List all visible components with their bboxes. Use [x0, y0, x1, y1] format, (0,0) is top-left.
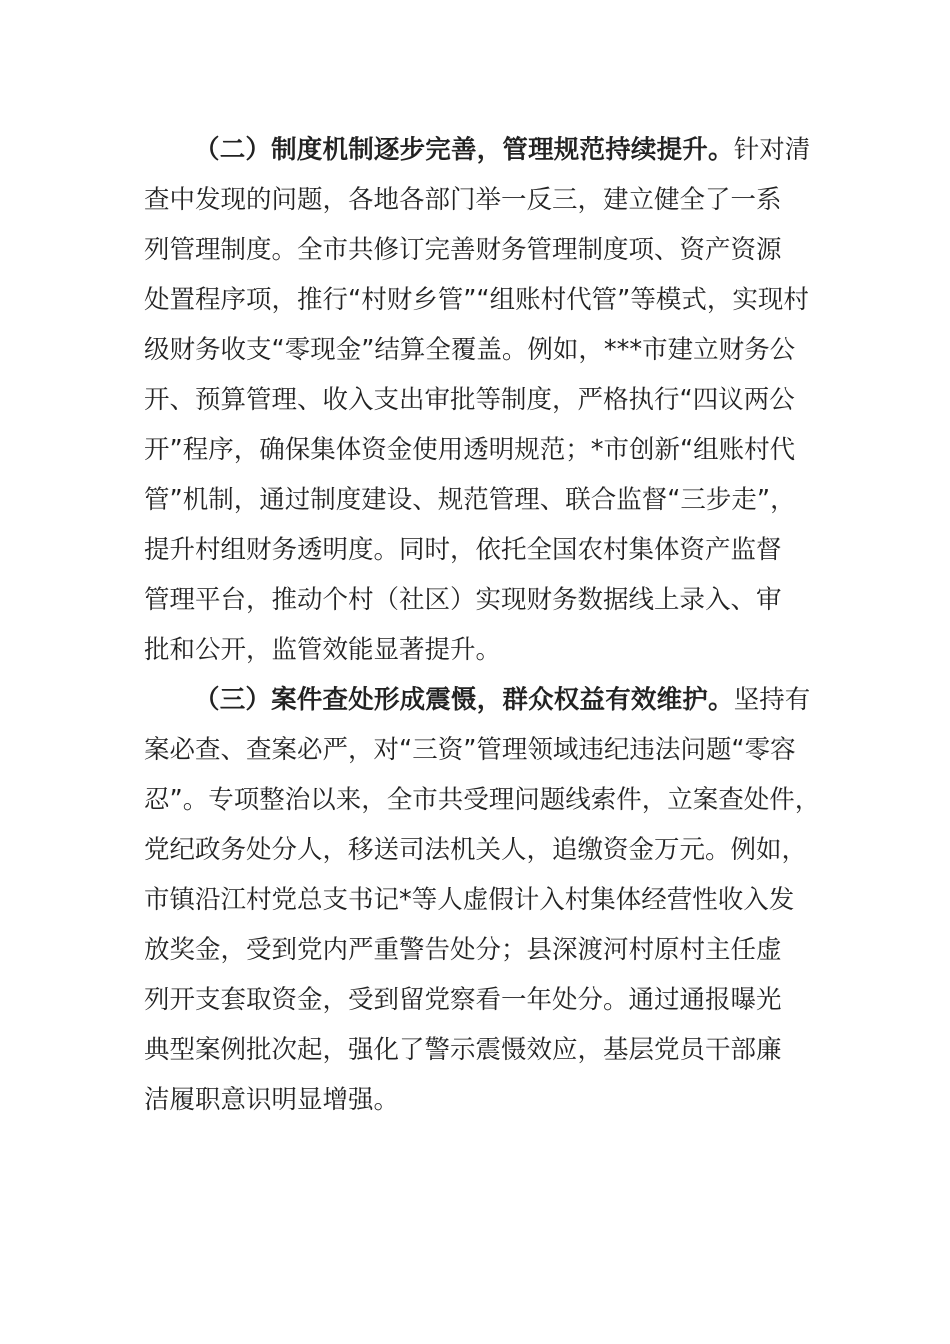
section-2-line-1: 查中发现的问题，各地各部门举一反三，建立健全了一系	[144, 185, 782, 215]
section-3-line-6: 列开支套取资金，受到留党察看一年处分。通过通报曝光	[144, 985, 782, 1015]
section-3-line-1: 案必查、查案必严，对“三资”管理领域违纪违法问题“零容	[144, 735, 796, 765]
section-3-line-0: 坚持有	[733, 685, 811, 715]
section-2-line-8: 提升村组财务透明度。同时，依托全国农村集体资产监督	[144, 535, 782, 565]
section-2-line-10: 批和公开，监管效能显著提升。	[144, 635, 502, 665]
section-3-line-2: 忍”。专项整治以来，全市共受理问题线索件，立案查处件，	[144, 785, 821, 815]
section-2-line-5: 开、预算管理、收入支出审批等制度，严格执行“四议两公	[144, 385, 795, 415]
section-3-line-7: 典型案例批次起，强化了警示震慑效应，基层党员干部廉	[144, 1035, 782, 1065]
section-3-line-8: 洁履职意识明显增强。	[144, 1085, 400, 1115]
section-2-line-9: 管理平台，推动个村（社区）实现财务数据线上录入、审	[144, 585, 782, 615]
document-body	[144, 125, 821, 1125]
section-2-line-3: 处置程序项，推行“村财乡管”“组账村代管”等模式，实现村	[144, 285, 809, 315]
section-3-heading: （三）案件查处形成震慑，群众权益有效维护。	[194, 685, 734, 715]
section-2-line-2: 列管理制度。全市共修订完善财务管理制度项、资产资源	[144, 235, 782, 265]
section-2-heading: （二）制度机制逐步完善，管理规范持续提升。	[194, 135, 734, 165]
section-3-paragraph	[144, 675, 821, 1125]
section-3-line-4: 市镇沿江村党总支书记*等人虚假计入村集体经营性收入发	[144, 885, 795, 915]
section-2-line-7: 管”机制，通过制度建设、规范管理、联合监督“三步走”，	[144, 485, 796, 515]
section-2-line-6: 开”程序，确保集体资金使用透明规范；*市创新“组账村代	[144, 435, 796, 465]
section-2-line-4: 级财务收支“零现金”结算全覆盖。例如，***市建立财务公	[144, 335, 796, 365]
section-3-line-3: 党纪政务处分人，移送司法机关人，追缴资金万元。例如，	[144, 835, 808, 865]
section-2-first-line	[144, 125, 816, 175]
section-2-paragraph	[144, 125, 816, 675]
section-2-line-0: 针对清	[733, 135, 811, 165]
section-3-first-line	[144, 675, 816, 725]
section-3-line-5: 放奖金，受到党内严重警告处分；县深渡河村原村主任虚	[144, 935, 782, 965]
